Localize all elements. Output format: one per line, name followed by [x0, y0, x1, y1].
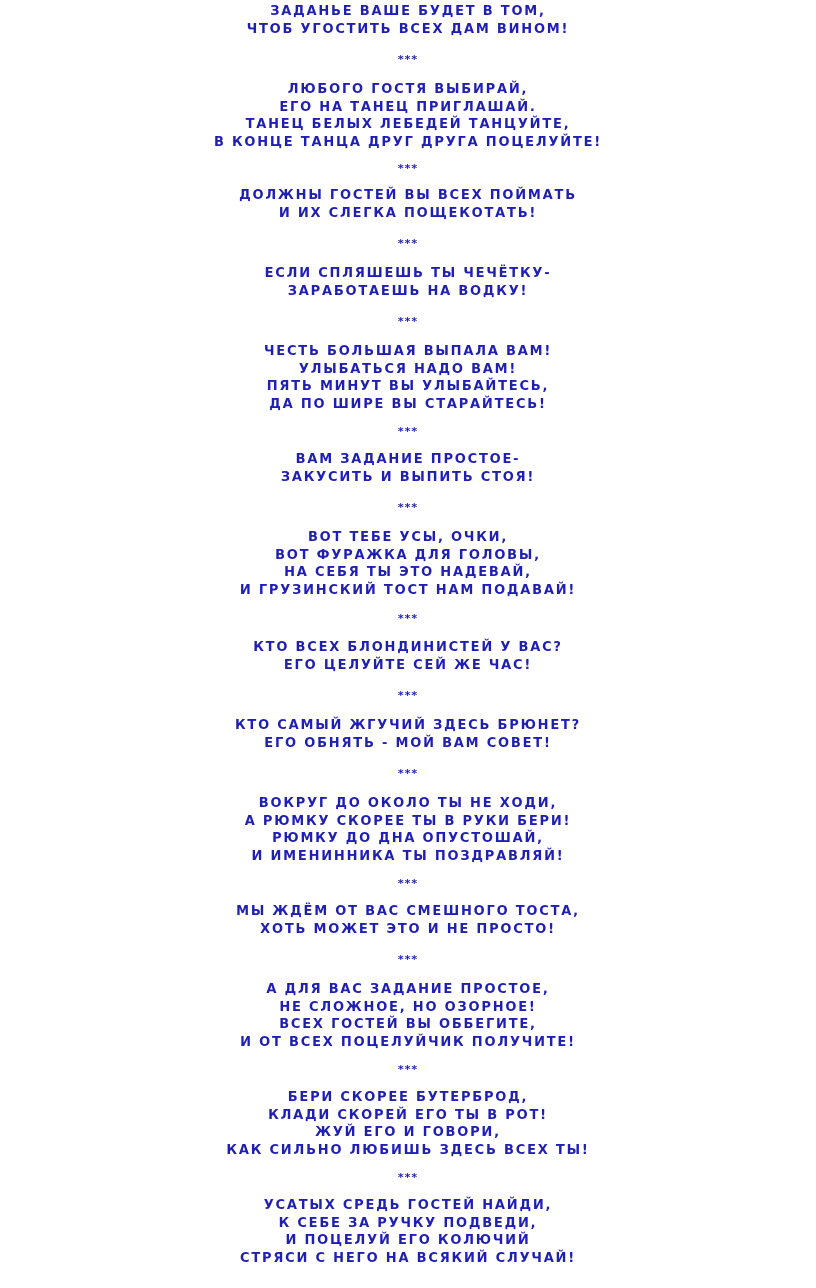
poem-line: А ДЛЯ ВАС ЗАДАНИЕ ПРОСТОЕ, [266, 982, 550, 997]
stanza-separator: *** [397, 52, 419, 66]
poem-line: ЧТОБ УГОСТИТЬ ВСЕХ ДАМ ВИНОМ! [246, 21, 570, 37]
poem-line: НЕ СЛОЖНОЕ, НО ОЗОРНОЕ! [279, 999, 537, 1015]
stanza-separator: *** [397, 952, 419, 966]
poem-line: ЗАКУСИТЬ И ВЫПИТЬ СТОЯ! [280, 469, 536, 485]
poem-line: ЗАРАБОТАЕШЬ НА ВОДКУ! [287, 283, 529, 299]
poem-line: И ГРУЗИНСКИЙ ТОСТ НАМ ПОДАВАЙ! [239, 582, 577, 598]
poem-line: БЕРИ СКОРЕЕ БУТЕРБРОД, [287, 1090, 529, 1105]
poem-line: КТО ВСЕХ БЛОНДИНИСТЕЙ У ВАС? [253, 640, 563, 655]
poem-line: А РЮМКУ СКОРЕЕ ТЫ В РУКИ БЕРИ! [244, 813, 572, 829]
stanza-separator: *** [397, 314, 419, 328]
poem-line: ЕСЛИ СПЛЯШЕШЬ ТЫ ЧЕЧЁТКУ- [264, 266, 552, 281]
poem-line: ЛЮБОГО ГОСТЯ ВЫБИРАЙ, [287, 82, 529, 97]
poem-line: ЕГО ЦЕЛУЙТЕ СЕЙ ЖЕ ЧАС! [283, 657, 533, 673]
poem-line: КАК СИЛЬНО ЛЮБИШЬ ЗДЕСЬ ВСЕХ ТЫ! [226, 1142, 590, 1158]
stanza-separator: *** [397, 1063, 419, 1077]
poem-line: ВОТ ТЕБЕ УСЫ, ОЧКИ, [307, 530, 509, 545]
stanza-separator: *** [397, 877, 419, 891]
poem-line: И ИХ СЛЕГКА ПОЩЕКОТАТЬ! [278, 205, 538, 221]
poem-line: И ОТ ВСЕХ ПОЦЕЛУЙЧИК ПОЛУЧИТЕ! [240, 1034, 576, 1050]
poem-line: К СЕБЕ ЗА РУЧКУ ПОДВЕДИ, [278, 1215, 538, 1231]
poem-line: ХОТЬ МОЖЕТ ЭТО И НЕ ПРОСТО! [260, 921, 556, 937]
poem-line: И ИМЕНИННИКА ТЫ ПОЗДРАВЛЯЙ! [251, 848, 565, 864]
poem-line: В КОНЦЕ ТАНЦА ДРУГ ДРУГА ПОЦЕЛУЙТЕ! [213, 134, 603, 150]
poem-line: НА СЕБЯ ТЫ ЭТО НАДЕВАЙ, [284, 565, 532, 581]
poem-line: ЕГО НА ТАНЕЦ ПРИГЛАШАЙ. [279, 99, 537, 115]
poem-line: МЫ ЖДЁМ ОТ ВАС СМЕШНОГО ТОСТА, [236, 904, 580, 919]
poem-line: КЛАДИ СКОРЕЙ ЕГО ТЫ В РОТ! [268, 1107, 548, 1123]
poem-line: ДА ПО ШИРЕ ВЫ СТАРАЙТЕСЬ! [269, 396, 547, 412]
poem-line: СТРЯСИ С НЕГО НА ВСЯКИЙ СЛУЧАЙ! [240, 1250, 576, 1266]
poem-line: ВОКРУГ ДО ОКОЛО ТЫ НЕ ХОДИ, [258, 796, 558, 811]
stanza-separator: *** [397, 162, 419, 176]
stanza-separator: *** [397, 766, 419, 780]
poem-line: УЛЫБАТЬСЯ НАДО ВАМ! [298, 361, 518, 377]
stanza-separator: *** [397, 236, 419, 250]
poem-line: УСАТЫХ СРЕДЬ ГОСТЕЙ НАЙДИ, [263, 1198, 553, 1213]
poem-line: РЮМКУ ДО ДНА ОПУСТОШАЙ, [272, 831, 544, 847]
poem-line: КТО САМЫЙ ЖГУЧИЙ ЗДЕСЬ БРЮНЕТ? [234, 718, 582, 733]
poem-line: ЖУЙ ЕГО И ГОВОРИ, [315, 1125, 501, 1141]
poem-line: ПЯТЬ МИНУТ ВЫ УЛЫБАЙТЕСЬ, [266, 379, 550, 395]
poem-line: ЗАДАНЬЕ ВАШЕ БУДЕТ В ТОМ, [270, 4, 546, 19]
poem-line: ТАНЕЦ БЕЛЫХ ЛЕБЕДЕЙ ТАНЦУЙТЕ, [245, 117, 571, 133]
stanza-separator: *** [397, 612, 419, 626]
poem-line: ВСЕХ ГОСТЕЙ ВЫ ОББЕГИТЕ, [279, 1017, 537, 1033]
stanza-separator: *** [397, 500, 419, 514]
stanza-separator: *** [397, 425, 419, 439]
stanza-separator: *** [397, 688, 419, 702]
poem-line: И ПОЦЕЛУЙ ЕГО КОЛЮЧИЙ [285, 1233, 531, 1249]
poem-line: ДОЛЖНЫ ГОСТЕЙ ВЫ ВСЕХ ПОЙМАТЬ [239, 188, 577, 203]
poem-line: ВАМ ЗАДАНИЕ ПРОСТОЕ- [295, 452, 521, 467]
stanza-separator: *** [397, 1171, 419, 1185]
poem-line: ЕГО ОБНЯТЬ - МОЙ ВАМ СОВЕТ! [264, 735, 552, 751]
poem-line: ВОТ ФУРАЖКА ДЛЯ ГОЛОВЫ, [275, 547, 541, 563]
poem-line: ЧЕСТЬ БОЛЬШАЯ ВЫПАЛА ВАМ! [263, 344, 553, 359]
